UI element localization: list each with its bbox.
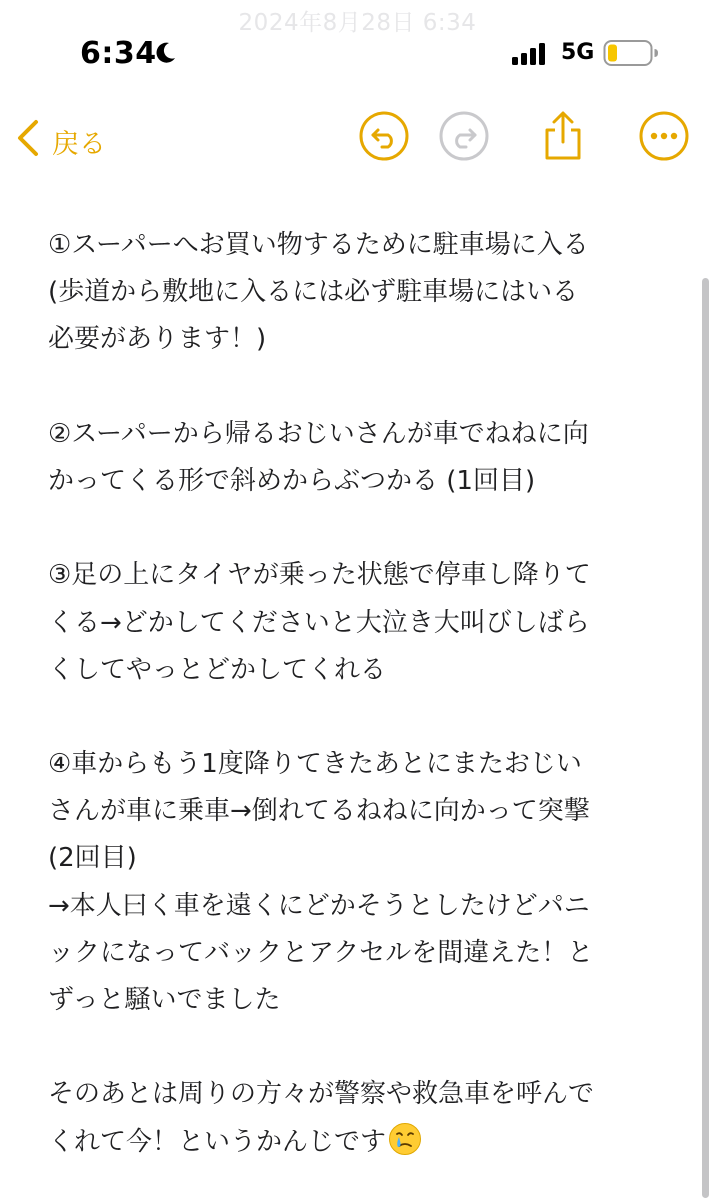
note-body[interactable] xyxy=(48,222,658,1166)
cellular-signal-icon xyxy=(512,42,548,66)
chevron-left-icon xyxy=(14,118,44,158)
share-icon[interactable] xyxy=(537,110,589,162)
status-bar xyxy=(0,0,715,100)
redo-icon[interactable] xyxy=(438,110,490,162)
scroll-indicator[interactable] xyxy=(702,278,709,1198)
note-line: ックになってバックとアクセルを間違えた！と xyxy=(48,937,594,968)
blank-line xyxy=(48,505,658,552)
note-paragraph xyxy=(48,1071,658,1165)
note-line: そのあとは周りの方々が警察や救急車を呼んで xyxy=(48,1079,595,1110)
blank-line xyxy=(48,694,658,741)
more-icon[interactable] xyxy=(638,110,690,162)
back-label: 戻る xyxy=(52,129,106,160)
undo-icon[interactable] xyxy=(358,110,410,162)
note-line-text: くれて今！というかんじです xyxy=(48,1126,387,1157)
crying-face-icon xyxy=(388,1122,422,1156)
note-line: ④車からもう1度降りてきたあとにまたおじい xyxy=(48,749,582,780)
note-line: くる→どかしてくださいと大泣き大叫びしばら xyxy=(48,607,590,638)
blank-line xyxy=(48,1024,658,1071)
note-line: かってくる形で斜めからぶつかる (1回目) xyxy=(48,465,536,496)
network-type: 5G xyxy=(561,40,595,65)
note-line: (2回目) xyxy=(48,843,137,874)
status-time: 6:34 xyxy=(80,36,157,71)
note-line: →本人曰く車を遠くにどかそうとしたけどパニ xyxy=(48,890,590,921)
note-paragraph xyxy=(48,552,658,694)
battery-icon xyxy=(603,39,659,67)
note-line: 必要があります！) xyxy=(48,324,267,355)
note-line: ずっと騒いでました xyxy=(48,985,281,1015)
note-line: くしてやっとどかしてくれる xyxy=(48,654,387,685)
nav-bar xyxy=(0,108,715,168)
note-paragraph xyxy=(48,411,658,505)
faint-header-text: 2024年8月28日 6:34 xyxy=(238,10,477,36)
note-line: (歩道から敷地に入るには必ず駐車場にはいる xyxy=(48,277,579,308)
note-line xyxy=(48,1119,658,1166)
note-paragraph xyxy=(48,741,658,1024)
note-line: ①スーパーへお買い物するために駐車場に入る xyxy=(48,230,589,260)
moon-icon xyxy=(152,40,178,66)
note-line: ③足の上にタイヤが乗った状態で停車し降りて xyxy=(48,560,591,591)
note-paragraph xyxy=(48,222,658,364)
note-line: さんが車に乗車→倒れてるねねに向かって突撃 xyxy=(48,796,590,827)
note-line: ②スーパーから帰るおじいさんが車でねねに向 xyxy=(48,418,589,449)
blank-line xyxy=(48,364,658,411)
